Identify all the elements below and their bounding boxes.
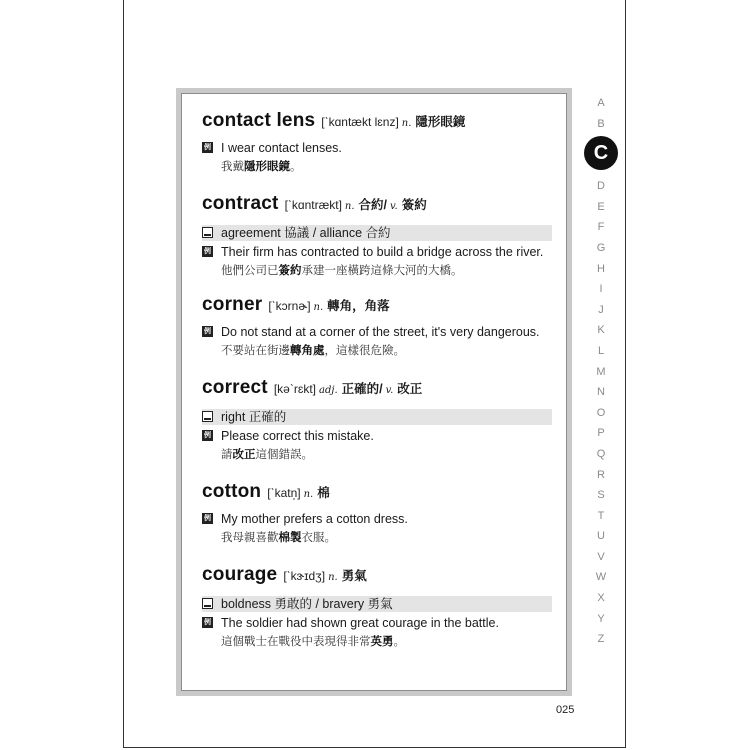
alphabet-letter[interactable]: B — [597, 117, 605, 130]
alphabet-letter[interactable]: V — [597, 550, 605, 563]
entry-header — [202, 110, 552, 140]
part-of-speech-2: v. — [385, 385, 394, 396]
example-keyword: 棉製 — [278, 532, 302, 544]
meaning: 勇氣 — [341, 569, 367, 583]
alphabet-letter[interactable]: N — [597, 386, 605, 399]
example-row — [202, 324, 552, 340]
entry-courage — [202, 564, 552, 651]
phonetic: [ˋkɝɪdʒ] — [283, 569, 326, 583]
alphabet-letter[interactable]: O — [596, 406, 606, 419]
example-icon: 例 — [204, 431, 211, 439]
phonetic: [ˋkɑntrækt] — [284, 198, 342, 212]
alphabet-letter[interactable]: Z — [597, 633, 605, 646]
book-page — [123, 0, 626, 748]
example-keyword: 簽約 — [278, 265, 302, 277]
alphabet-letter[interactable]: Y — [597, 612, 605, 625]
headword: contact lens — [202, 110, 316, 131]
example-english: My mother prefers a cotton dress. — [221, 512, 408, 526]
alphabet-letter[interactable]: Q — [596, 447, 606, 460]
entry-header — [202, 564, 552, 594]
meaning: 轉角，角落 — [327, 299, 390, 313]
synonym-icon — [202, 227, 213, 238]
example-row — [202, 615, 552, 631]
synonym-icon — [202, 411, 213, 422]
alphabet-letter[interactable]: J — [598, 303, 604, 316]
synonym-row — [202, 409, 552, 425]
part-of-speech-2: v. — [390, 201, 398, 212]
part-of-speech: adj. — [319, 385, 338, 396]
example-row — [202, 244, 552, 260]
alphabet-letter[interactable]: A — [597, 97, 605, 109]
example-english: Do not stand at a corner of the street, it's very dangerous. — [221, 325, 540, 339]
alphabet-letter[interactable]: L — [597, 344, 605, 357]
alphabet-letter[interactable]: K — [597, 324, 605, 337]
alphabet-letter[interactable]: E — [597, 200, 605, 213]
alphabet-letter[interactable]: H — [597, 262, 605, 275]
synonym-icon — [202, 598, 213, 609]
synonyms: boldness 勇敢的 / bravery 勇氣 — [221, 597, 393, 611]
vocabulary-card-frame — [176, 88, 572, 696]
phonetic: [ˋkatn̩] — [267, 486, 301, 500]
entry-header — [202, 377, 552, 407]
example-icon: 例 — [204, 327, 211, 335]
alphabet-index — [589, 93, 613, 650]
example-chinese: 他們公司已簽約承建一座橫跨這條大河的大橋。 — [221, 265, 463, 277]
headword: corner — [202, 294, 263, 315]
entry-contract — [202, 193, 552, 280]
example-chinese: 請改正這個錯誤。 — [221, 449, 313, 461]
part-of-speech: n. — [313, 302, 324, 313]
headword: courage — [202, 564, 278, 585]
entry-header — [202, 481, 552, 511]
alphabet-letter[interactable]: I — [599, 283, 603, 296]
headword: cotton — [202, 481, 262, 502]
example-english: Their firm has contracted to build a bridge across the river. — [221, 245, 544, 259]
meaning: 合約/ — [358, 198, 388, 212]
page-number: 025 — [556, 704, 575, 716]
example-icon: 例 — [204, 247, 211, 255]
alphabet-letter[interactable]: G — [596, 241, 606, 254]
phonetic: [kəˋrɛkt] — [273, 382, 316, 396]
entry-correct — [202, 377, 552, 464]
example-row — [202, 140, 552, 156]
meaning: 隱形眼鏡 — [415, 115, 466, 129]
meaning: 正確的/ — [341, 382, 383, 396]
alphabet-letter[interactable]: P — [597, 427, 605, 440]
phonetic: [ˋkɑntækt lɛnz] — [321, 115, 399, 129]
meaning-2: 簽約 — [401, 198, 427, 212]
part-of-speech: n. — [303, 489, 314, 500]
example-chinese: 這個戰士在戰役中表現得非常英勇。 — [221, 636, 405, 648]
example-english: The soldier had shown great courage in the battle. — [221, 616, 499, 630]
entry-contact-lens — [202, 110, 552, 176]
example-english: Please correct this mistake. — [221, 429, 374, 443]
example-english: I wear contact lenses. — [221, 141, 342, 155]
headword: correct — [202, 377, 268, 398]
example-icon: 例 — [204, 618, 211, 626]
alphabet-letter[interactable]: S — [597, 489, 605, 502]
example-keyword: 英勇 — [370, 636, 394, 648]
part-of-speech: n. — [401, 118, 412, 129]
synonym-row — [202, 596, 552, 612]
meaning-2: 改正 — [397, 382, 423, 396]
entry-header — [202, 193, 552, 223]
alphabet-letter[interactable]: F — [597, 221, 605, 234]
meaning: 棉 — [317, 486, 330, 500]
alphabet-letter[interactable]: W — [595, 571, 607, 584]
example-icon: 例 — [204, 143, 211, 151]
example-keyword: 隱形眼鏡 — [244, 161, 290, 173]
synonyms: agreement 協議 / alliance 合約 — [221, 226, 391, 240]
alphabet-letter[interactable]: R — [597, 468, 605, 481]
alphabet-letter[interactable]: T — [597, 509, 605, 522]
example-chinese: 我母親喜歡棉製衣服。 — [221, 532, 336, 544]
alphabet-letter-active[interactable]: C — [584, 136, 618, 170]
entry-header — [202, 294, 552, 324]
alphabet-letter[interactable]: D — [597, 180, 605, 193]
synonym-row — [202, 225, 552, 241]
vocabulary-card — [181, 93, 567, 691]
alphabet-letter[interactable]: U — [597, 530, 605, 543]
entry-cotton — [202, 481, 552, 547]
synonyms: right 正確的 — [221, 410, 287, 424]
example-row — [202, 428, 552, 444]
example-keyword: 轉角處 — [290, 345, 325, 357]
entry-corner — [202, 294, 552, 360]
example-keyword: 改正 — [232, 449, 256, 461]
alphabet-letter[interactable]: X — [597, 592, 605, 605]
headword: contract — [202, 193, 279, 214]
part-of-speech: n. — [344, 201, 355, 212]
example-row — [202, 511, 552, 527]
example-icon: 例 — [204, 514, 211, 522]
phonetic: [ˋkɔrnɚ] — [268, 299, 311, 313]
example-chinese: 不要站在街邊轉角處，這樣很危險。 — [221, 345, 405, 357]
alphabet-letter[interactable]: M — [596, 365, 606, 378]
example-chinese: 我戴隱形眼鏡。 — [221, 161, 302, 173]
part-of-speech: n. — [328, 572, 338, 583]
